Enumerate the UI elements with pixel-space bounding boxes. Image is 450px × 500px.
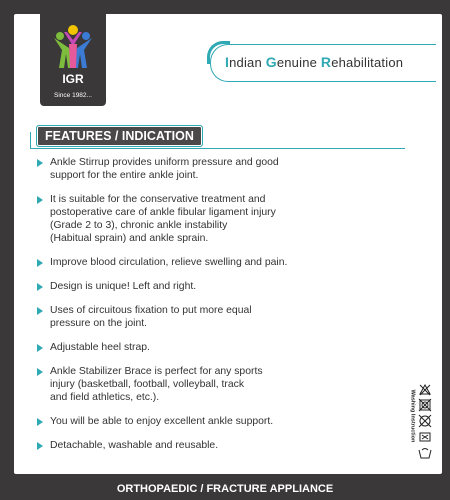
feature-text: Adjustable heel strap. — [50, 342, 150, 353]
feature-item — [36, 304, 376, 330]
feature-text: Uses of circuitous fixation to put more equal pressure on the joint. — [50, 305, 252, 329]
logo-brand-text: IGR — [62, 72, 84, 86]
triangle-bullet-icon — [37, 259, 43, 267]
care-symbols — [418, 383, 432, 461]
triangle-bullet-icon — [37, 307, 43, 315]
hand-wash-icon — [419, 449, 431, 459]
feature-item — [36, 156, 376, 182]
washing-instruction — [396, 383, 440, 463]
feature-item — [36, 256, 376, 269]
triangle-bullet-icon — [37, 344, 43, 352]
brand-cap-r: R — [320, 54, 332, 70]
feature-text: Improve blood circulation, relieve swelling and pain. — [50, 257, 288, 268]
title-underline — [30, 148, 405, 149]
brand-rest-g: enuine — [276, 55, 321, 70]
brand-name — [225, 54, 403, 70]
feature-item — [36, 439, 376, 452]
triangle-bullet-icon — [37, 283, 43, 291]
triangle-bullet-icon — [37, 418, 43, 426]
brand-cap-g: G — [265, 54, 277, 70]
no-tumble-dry-icon — [419, 399, 431, 411]
feature-item — [36, 415, 376, 428]
brand-rest-r: ehabilitation — [331, 55, 404, 70]
footer-banner: ORTHOPAEDIC / FRACTURE APPLIANCE — [116, 483, 334, 495]
section-title: FEATURES / INDICATION — [36, 125, 203, 147]
no-dry-clean-icon — [419, 415, 431, 427]
no-iron-icon — [420, 433, 430, 441]
no-bleach-icon — [420, 385, 430, 395]
logo-since-text: Since 1982... — [54, 92, 92, 99]
feature-item — [36, 365, 376, 404]
triangle-bullet-icon — [37, 442, 43, 450]
feature-text: It is suitable for the conservative treatment and postoperative care of ankle fibular ligament injury (Grade 2 to 3), chronic ankle instability (Habitual sprain) and ankle sprain. — [50, 194, 276, 244]
feature-text: Ankle Stirrup provides uniform pressure and good support for the entire ankle joint. — [50, 157, 279, 181]
brand-banner — [210, 44, 436, 82]
feature-item — [36, 341, 376, 354]
feature-text: You will be able to enjoy excellent ankle support. — [50, 416, 274, 427]
feature-item — [36, 280, 376, 293]
triangle-bullet-icon — [37, 368, 43, 376]
feature-item — [36, 193, 376, 245]
triangle-bullet-icon — [37, 159, 43, 167]
feature-text: Ankle Stabilizer Brace is perfect for any sports injury (basketball, football, volleyball, track and field athletics, etc.). — [50, 366, 263, 403]
people-logo-icon — [50, 24, 96, 72]
feature-text: Detachable, washable and reusable. — [50, 440, 219, 451]
logo-tab — [40, 14, 106, 106]
brand-rest-i: ndian — [229, 55, 266, 70]
triangle-bullet-icon — [37, 196, 43, 204]
brand-cap-i: I — [225, 54, 230, 70]
feature-text: Design is unique! Left and right. — [50, 281, 197, 292]
washing-label: Washing Instruction — [409, 389, 416, 443]
features-list — [36, 156, 376, 463]
